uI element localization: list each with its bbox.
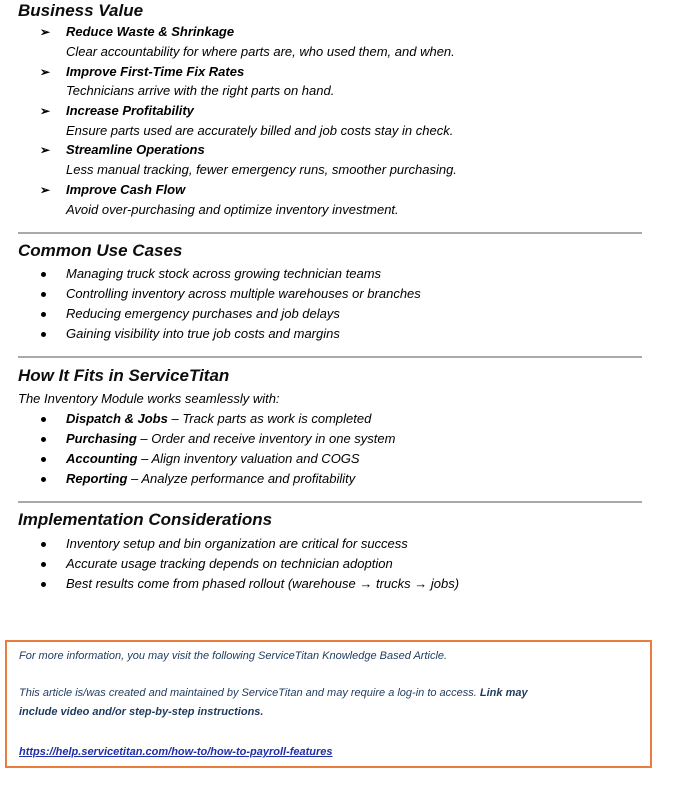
use-case-item: Managing truck stock across growing technician teams (66, 266, 382, 281)
value-item-heading: Reduce Waste & Shrinkage (66, 24, 235, 39)
arrow-bullet-icon: ➢ (40, 25, 51, 39)
value-item-detail: Technicians arrive with the right parts on hand. (66, 83, 335, 98)
value-item-detail: Ensure parts used are accurately billed and job costs stay in check. (66, 123, 454, 138)
arrow-bullet-icon: ➢ (40, 104, 51, 118)
fits-item-text: – Track parts as work is completed (167, 411, 372, 426)
info-disclaimer-bold-cont: include video and/or step-by-step instructions. (19, 706, 264, 718)
info-disclaimer-bold: Link may (479, 687, 528, 699)
bullet-dot-icon (41, 562, 46, 567)
bullet-dot-icon (41, 292, 46, 297)
value-item-detail: Clear accountability for where parts are, who used them, and when. (66, 44, 455, 59)
info-disclaimer (19, 684, 528, 702)
value-item-detail: Avoid over-purchasing and optimize inventory investment. (66, 202, 399, 217)
arrow-bullet-icon: ➢ (40, 65, 51, 79)
fits-item-label: Accounting (66, 451, 138, 466)
knowledge-article-link[interactable]: https://help.servicetitan.com/how-to/how-to-payroll-features (19, 746, 333, 758)
implementation-item: Accurate usage tracking depends on technician adoption (66, 556, 393, 571)
fits-heading: How It Fits in ServiceTitan (18, 366, 230, 385)
value-item-detail: Less manual tracking, fewer emergency runs, smoother purchasing. (66, 162, 457, 177)
bullet-dot-icon (41, 582, 46, 587)
use-case-item: Gaining visibility into true job costs and margins (66, 326, 340, 341)
fits-item (66, 451, 360, 467)
arrow-bullet-icon: ➢ (40, 183, 51, 197)
implementation-item: Inventory setup and bin organization are critical for success (66, 536, 408, 551)
fits-item-label: Dispatch & Jobs (66, 411, 168, 426)
bullet-dot-icon (41, 542, 46, 547)
fits-item-label: Reporting (66, 471, 128, 486)
section-divider (18, 356, 642, 358)
info-intro: For more information, you may visit the following ServiceTitan Knowledge Based Article. (19, 650, 448, 662)
use-cases-heading: Common Use Cases (18, 241, 183, 260)
value-item-heading: Streamline Operations (66, 142, 205, 157)
bullet-dot-icon (41, 477, 46, 482)
bullet-dot-icon (41, 332, 46, 337)
value-item-heading: Increase Profitability (66, 103, 194, 118)
bullet-dot-icon (41, 312, 46, 317)
fits-intro: The Inventory Module works seamlessly with: (18, 391, 280, 406)
business-value-heading: Business Value (18, 1, 144, 20)
use-case-item: Controlling inventory across multiple warehouses or branches (66, 286, 421, 301)
bullet-dot-icon (41, 437, 46, 442)
fits-item-text: – Order and receive inventory in one system (136, 431, 396, 446)
section-divider (18, 232, 642, 234)
more-info-box (5, 640, 652, 768)
implementation-item: Best results come from phased rollout (warehouse → trucks → jobs) (66, 576, 460, 591)
arrow-bullet-icon: ➢ (40, 143, 51, 157)
fits-item (66, 411, 371, 427)
use-case-item: Reducing emergency purchases and job delays (66, 306, 340, 321)
fits-item (66, 431, 395, 447)
fits-item-text: – Analyze performance and profitability (127, 471, 356, 486)
fits-item (66, 471, 355, 487)
info-disclaimer-text: This article is/was created and maintained by ServiceTitan and may require a log-in to access. (19, 687, 480, 699)
value-item-heading: Improve First-Time Fix Rates (66, 64, 245, 79)
bullet-dot-icon (41, 417, 46, 422)
fits-item-text: – Align inventory valuation and COGS (137, 451, 360, 466)
bullet-dot-icon (41, 457, 46, 462)
bullet-dot-icon (41, 272, 46, 277)
value-item-heading: Improve Cash Flow (66, 182, 186, 197)
implementation-heading: Implementation Considerations (18, 510, 273, 529)
section-divider (18, 501, 642, 503)
fits-item-label: Purchasing (66, 431, 137, 446)
